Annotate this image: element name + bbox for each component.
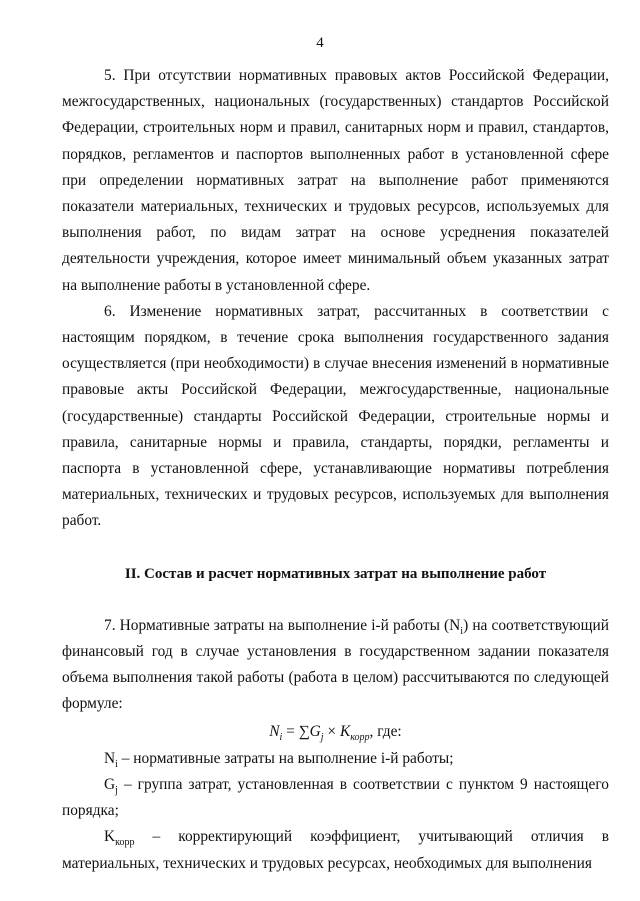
page-number: 4: [316, 35, 324, 51]
formula-g-subscript: j: [320, 731, 324, 743]
definition-n-symbol: N: [104, 749, 116, 767]
formula-tail: , где:: [369, 722, 402, 740]
paragraph-7-text-end: ) на соответствующий финансовый год в случае установления в государственном задании показателя объема выполнения такой работы (работа в целом) рассчитываются по следующей формуле:: [62, 616, 609, 713]
paragraph-6: 6. Изменение нормативных затрат, рассчитанных в соответствии с настоящим порядком, в течение срока выполнения государственного задания осуществляется (при необходимости) в случае внесения изменений в нормативные правовые акты Российской Федерации, межгосударственные, национальные (государственные) стандарты Российской Федерации, строительные нормы и правила, санитарные нормы и правила, стандарты, порядки, регламенты и паспорта в установленной сфере, устанавливающие нормативы потребления материальных, технических и трудовых ресурсов, используемых для выполнения работ.: [62, 302, 609, 530]
formula-times: ×: [323, 722, 340, 740]
paragraph-7: [62, 613, 609, 718]
definition-g-text: – группа затрат, установленная в соответствии с пунктом 9 настоящего порядка;: [62, 776, 609, 820]
formula-k: K: [339, 722, 351, 740]
formula-sum: = ∑: [282, 722, 310, 740]
definition-n: [62, 746, 609, 772]
formula: [62, 719, 609, 745]
definition-g: [62, 772, 609, 824]
formula-k-subscript: корр: [350, 731, 370, 743]
definition-k-text: – корректирующий коэффициент, учитывающий отличия в материальных, технических и трудовых ресурсах, необходимых для выполнения: [62, 828, 609, 872]
formula-lhs-subscript: i: [279, 731, 283, 743]
definition-k: [62, 824, 609, 876]
section-heading: II. Состав и расчет нормативных затрат на выполнение работ: [124, 565, 547, 582]
definition-n-text: – нормативные затраты на выполнение i-й работы;: [117, 749, 454, 767]
page-body: [62, 63, 609, 877]
definition-g-subscript: j: [115, 785, 118, 797]
paragraph-5: 5. При отсутствии нормативных правовых актов Российской Федерации, межгосударственных, национальных (государственных) стандартов Российской Федерации, строительных норм и правил, санитарных норм и правил, стандартов, порядков, регламентов и паспортов выполненных работ в установленной сфере при определении нормативных затрат на выполнение работ применяются показатели материальных, технических и трудовых ресурсов, используемых для выполнения работ, по видам затрат на основе усреднения показателей деятельности учреждения, которое имеет минимальный объем указанных затрат на выполнение работы в установленной сфере.: [62, 67, 609, 294]
definition-n-subscript: i: [115, 758, 118, 770]
formula-lhs: N: [269, 722, 280, 740]
definition-k-subscript: корр: [115, 837, 135, 849]
formula-g: G: [309, 722, 321, 740]
paragraph-7-subscript: i: [460, 625, 464, 637]
definition-g-symbol: G: [104, 776, 116, 794]
definition-k-symbol: K: [104, 828, 116, 846]
paragraph-7-text-start: 7. Нормативные затраты на выполнение i-й работы (N: [104, 616, 461, 634]
